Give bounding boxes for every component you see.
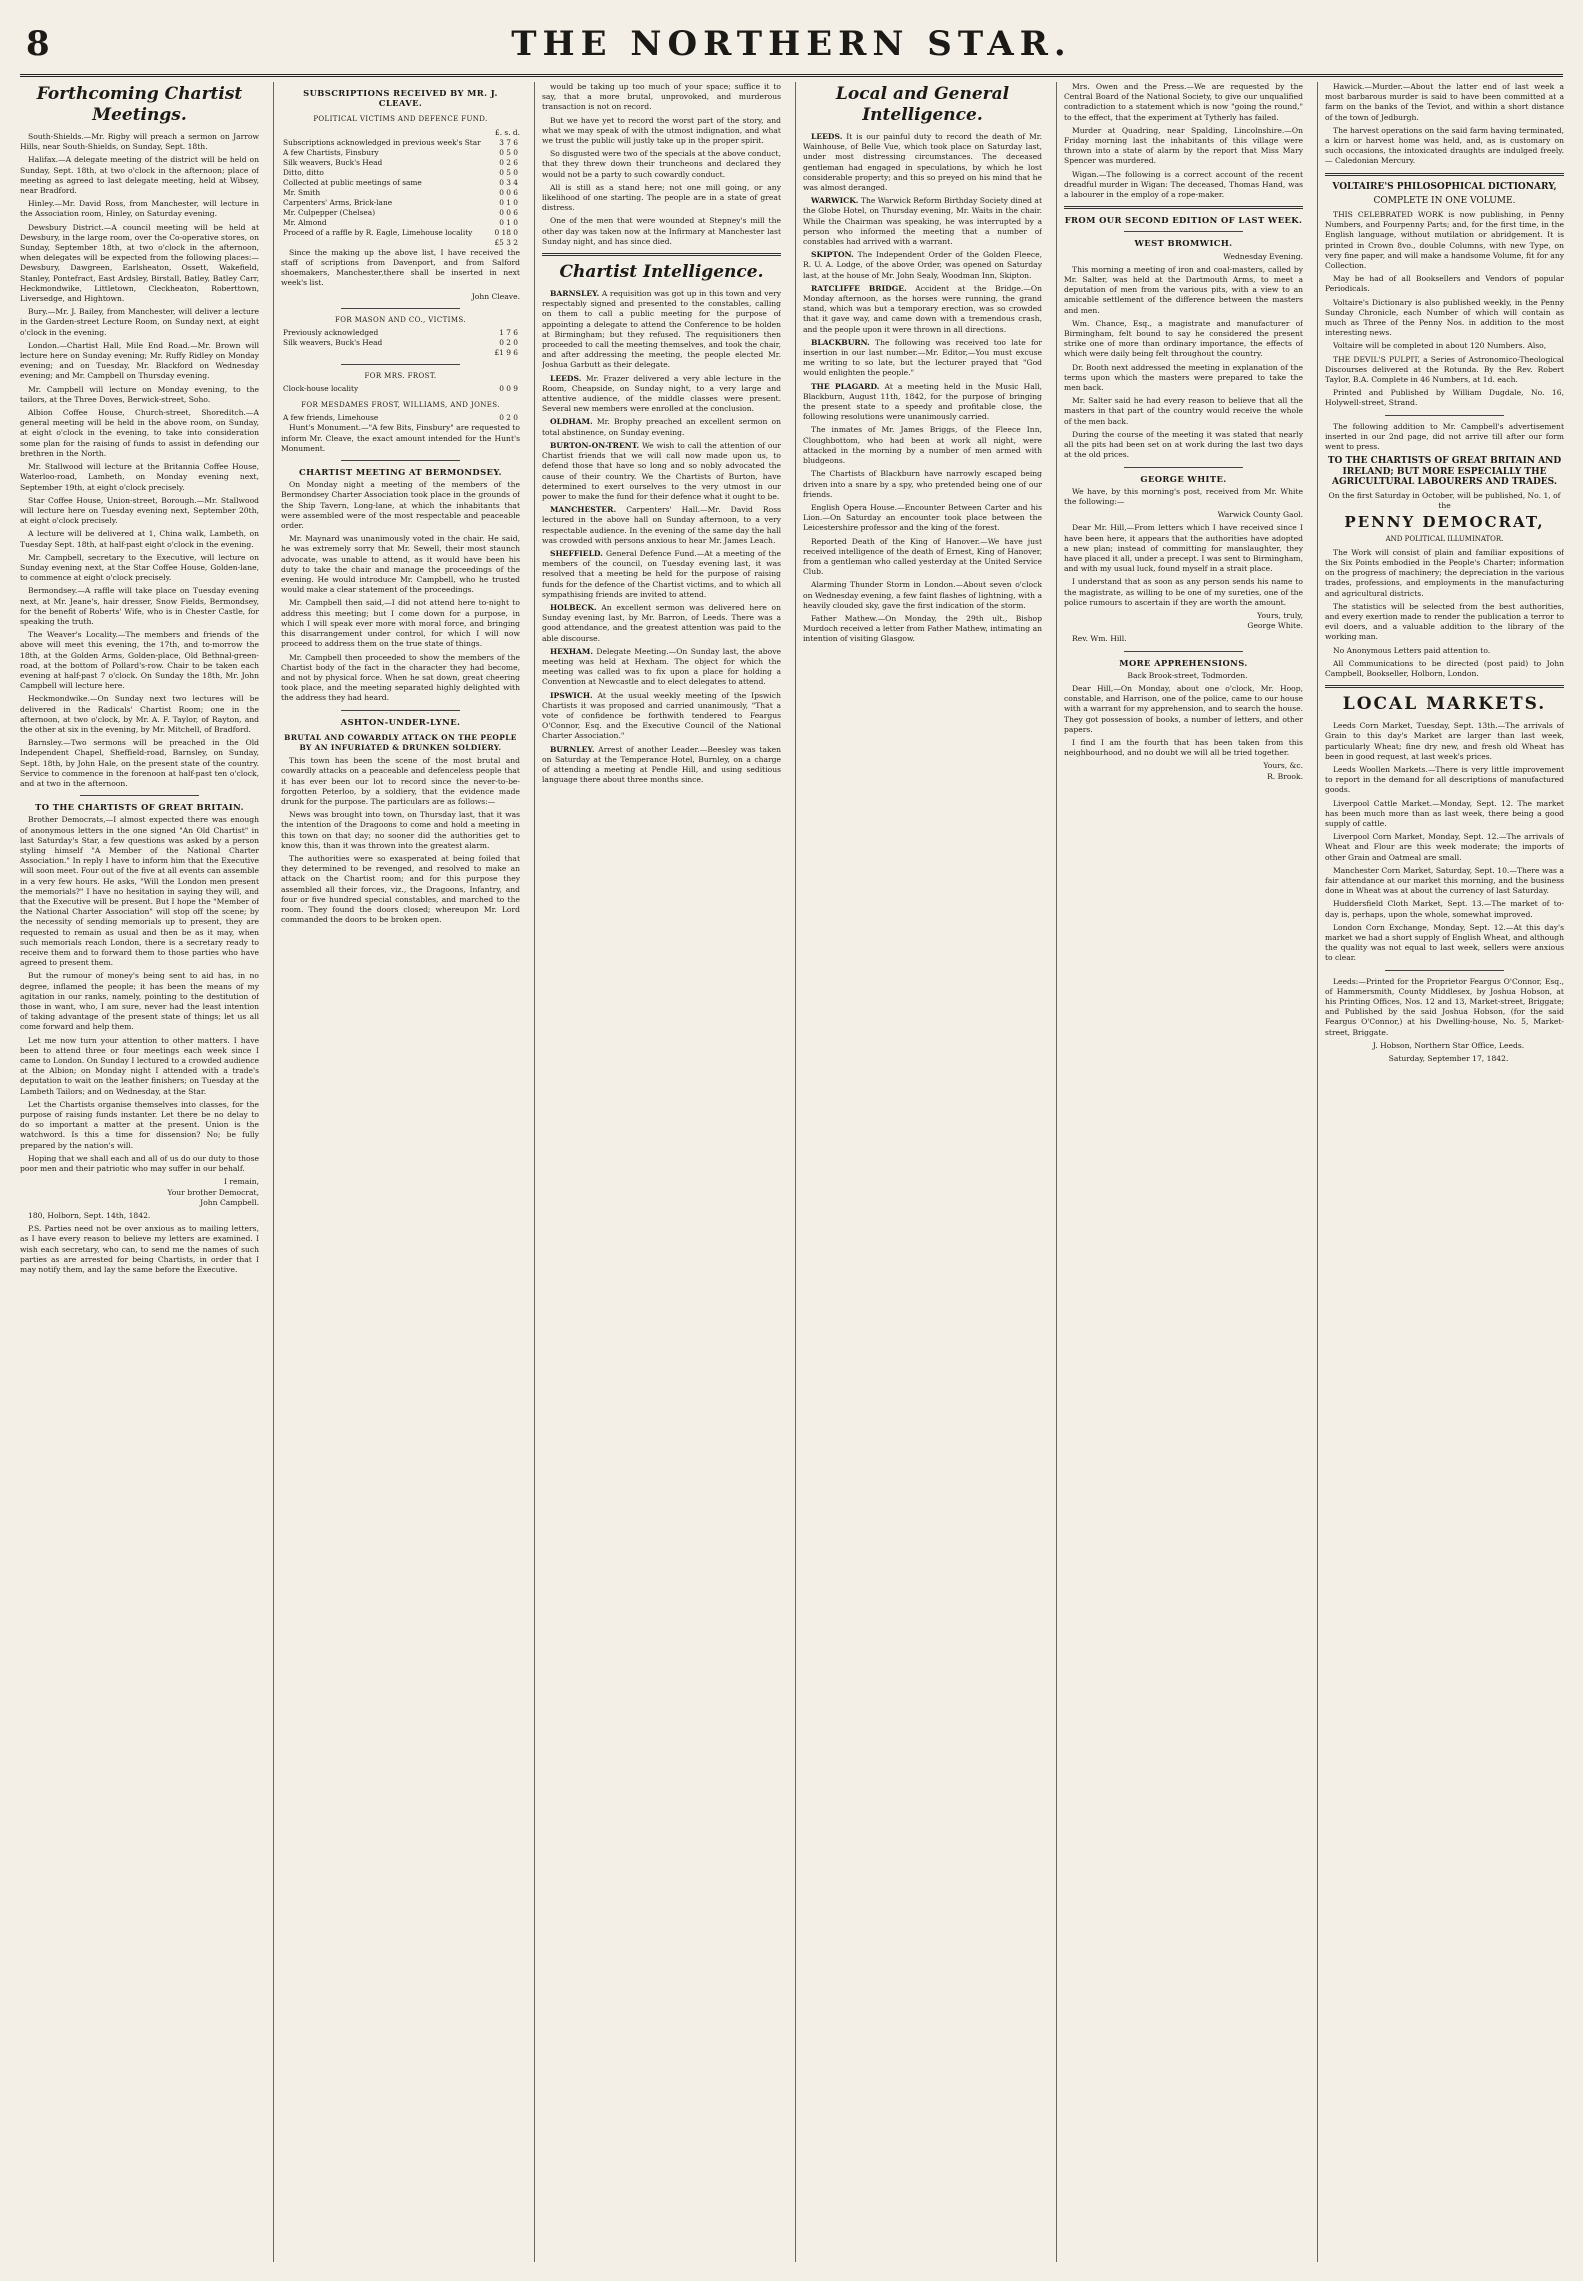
news-item-place: MANCHESTER. bbox=[550, 505, 617, 515]
paragraph: During the course of the meeting it was stated that nearly all the pits had been set on at work during the last two days at the old prices. bbox=[1064, 429, 1303, 460]
paragraph: Let me now turn your attention to other matters. I have been to attend three or four meetings each week since I came to London. On Sunday I lectured to a crowded audience at the Albion; on Monday night I attended with a trade's deputation to wait on the leather finishers; on Tuesday at the Lambeth Tailors; and on Wednesday, at the Star. bbox=[20, 1035, 259, 1096]
ledger-label: A few Chartists, Finsbury bbox=[283, 147, 379, 157]
divider bbox=[1385, 970, 1505, 971]
paragraph: Barnsley.—Two sermons will be preached in the Old Independent Chapel, Sheffield-road, Barnsley, on Sunday, Sept. 18th, by John Hale, on the present state of the country. Service to commence in the forenoon at half-past ten o'clock, and at two in the afternoon. bbox=[20, 738, 259, 788]
news-item bbox=[542, 441, 781, 502]
paragraph: Heckmondwike.—On Sunday next two lectures will be delivered in the Radicals' Chartist Room; one in the afternoon, at two o'clock, by Mr. A. F. Taylor, of Rayton, and the other at six in the evening, by Mr. Mitchell, of Bradford. bbox=[20, 694, 259, 734]
ledger-amount: 0 0 9 bbox=[499, 384, 518, 394]
divider bbox=[1124, 651, 1244, 652]
news-item-place: SKIPTON. bbox=[811, 250, 854, 260]
news-item-text: The Independent Order of the Golden Fleece, R. U. A. Lodge, of the above Order, was opened on Saturday last, at the house of Mr. John Sealy, Woodman Inn, Skipton. bbox=[803, 250, 1042, 280]
columns bbox=[20, 82, 1563, 2262]
letter-place-date: 180, Holborn, Sept. 14th, 1842. bbox=[28, 1210, 151, 1220]
ledger-label: Carpenters' Arms, Brick-lane bbox=[283, 197, 393, 207]
paragraph: All is still as a stand here; not one mill going, or any likelihood of one starting. The people are in a state of great distress. bbox=[542, 182, 781, 213]
ledger-amount: £5 3 2 bbox=[494, 237, 518, 247]
paragraph: Alarming Thunder Storm in London.—About seven o'clock on Wednesday evening, a few faint flashes of lightning, with a heavily clouded sky, gave the first indication of the storm. bbox=[803, 580, 1042, 610]
ledger-label: A few friends, Limehouse bbox=[283, 413, 379, 423]
divider bbox=[341, 710, 461, 711]
paragraph: Leeds Woollen Markets.—There is very little improvement to report in the demand for all descriptions of manufactured goods. bbox=[1325, 764, 1564, 795]
george-white-sign: Yours, truly, George White. bbox=[1247, 610, 1303, 631]
paragraph: News was brought into town, on Thursday last, that it was the intention of the Dragoons to come and hold a meeting in this town on that day; no sooner did the authorities get to know this, than it was thrown into the greatest alarm. bbox=[281, 810, 520, 850]
news-item-place: RATCLIFFE BRIDGE. bbox=[811, 283, 907, 293]
column-rule bbox=[534, 82, 535, 2262]
page-number: 8 bbox=[26, 24, 50, 64]
democrat-address: TO THE CHARTISTS OF GREAT BRITAIN AND IRELAND; BUT MORE ESPECIALLY THE AGRICULTURAL LABOURERS AND TRADES. bbox=[1327, 456, 1562, 487]
ledger-amount: 0 1 0 bbox=[499, 197, 518, 207]
paragraph: English Opera House.—Encounter Between Carter and his Lion.—On Saturday an encounter took place between the Leicestershire professor and the king of the forest. bbox=[803, 502, 1042, 533]
george-white-intro: We have, by this morning's post, received from Mr. White the following:— bbox=[1064, 486, 1303, 506]
col6-continuation bbox=[1325, 82, 1564, 167]
news-item bbox=[542, 374, 781, 415]
column-rule bbox=[1056, 82, 1057, 2262]
ledger-amount: 0 5 0 bbox=[499, 147, 518, 157]
ashton-heading: ASHTON-UNDER-LYNE. bbox=[340, 716, 461, 727]
ledger-row bbox=[281, 148, 520, 158]
george-white-place: Warwick County Gaol. bbox=[1217, 510, 1303, 520]
subscriptions-subheading: POLITICAL VICTIMS AND DEFENCE FUND. bbox=[313, 115, 488, 124]
paragraph: THE DEVIL'S PULPIT, a Series of Astronomico-Theological Discourses delivered at the Rotunda. By the Rev. Robert Taylor, B.A. Complete in 46 Numbers, at 1d. each. bbox=[1325, 354, 1564, 385]
paragraph: No Anonymous Letters paid attention to. bbox=[1333, 645, 1491, 655]
news-item-place: LEEDS. bbox=[811, 132, 843, 141]
ledger-row bbox=[281, 138, 520, 148]
ashton-body bbox=[281, 756, 520, 925]
news-item-text: General Defence Fund.—At a meeting of the members of the council, on Tuesday evening last, it was resolved that a meeting be held for the purpose of raising funds for the defence of the Chartist victims, and to which all sympathising friends are invited to attend. bbox=[542, 548, 781, 599]
ledger-row bbox=[281, 384, 520, 394]
subscriptions-heading: SUBSCRIPTIONS RECEIVED BY MR. J. CLEAVE. bbox=[303, 88, 498, 109]
paragraph: Mr. Campbell then said,—I did not attend here to-night to address this meeting; but I come down for a purpose, in which I will speak ever more with moral force, and bringing this disarrangement under control, for which I will now proceed to address them on the true state of things. bbox=[281, 598, 520, 649]
frost-table bbox=[281, 384, 520, 394]
ledger-row bbox=[281, 168, 520, 178]
news-item-text: Arrest of another Leader.—Beesley was taken on Saturday at the Temperance Hotel, Burnley, on a charge of attending a meeting at Pendle Hill, and using seditious language there about three months since. bbox=[542, 744, 781, 785]
george-white-heading: GEORGE WHITE. bbox=[1140, 473, 1227, 484]
second-edition-heading: FROM OUR SECOND EDITION OF LAST WEEK. bbox=[1064, 215, 1303, 226]
ledger-amount: 0 5 0 bbox=[499, 167, 518, 177]
ashton-subheading: BRUTAL AND COWARDLY ATTACK ON THE PEOPLE BY AN INFURIATED & DRUNKEN SOLDIERY. bbox=[284, 732, 517, 752]
news-item bbox=[542, 647, 781, 688]
paragraph: Liverpool Corn Market, Monday, Sept. 12.—The arrivals of Wheat and Flour are this week moderate; the imports of other Grain and Oatmeal are small. bbox=[1325, 832, 1564, 862]
ledger-label: Mr. Almond bbox=[283, 217, 327, 227]
apprehensions-heading: MORE APPREHENSIONS. bbox=[1119, 657, 1248, 668]
news-item bbox=[542, 549, 781, 600]
ledger-row bbox=[281, 338, 520, 348]
news-item bbox=[803, 284, 1042, 335]
news-item-text: A requisition was got up in this town and very respectably signed and presented to the constables, calling on them to call a public meeting for the purpose of appointing a delegate to attend the Conference to be holden at Birmingham; but they refused. The requisitioners then proceeded to call the meeting themselves, and took the chair, and after addressing the meeting, the people elected Mr. Joshua Garbutt as their delegate. bbox=[542, 289, 781, 370]
paragraph: Mrs. Owen and the Press.—We are requested by the Central Board of the National Society, to give our unqualified contradiction to a statement which is now "going the round," to the effect, that the experiment at Tytherly has failed. bbox=[1064, 82, 1303, 122]
paragraph: Huddersfield Cloth Market, Sept. 13.—The market of to-day is, perhaps, upon the whole, somewhat improved. bbox=[1325, 899, 1564, 919]
mason-table bbox=[281, 328, 520, 358]
paragraph: On Monday night a meeting of the members of the Bermondsey Charter Association took place in the grounds of the Ship Tavern, Long-lane, at which the inhabitants that were assembled were of the most respectable and peaceable order. bbox=[281, 480, 520, 531]
bermondsey-body bbox=[281, 480, 520, 703]
frost-williams-heading: FOR MESDAMES FROST, WILLIAMS, AND JONES. bbox=[301, 401, 500, 410]
paragraph: Dear Mr. Hill,—From letters which I have received since I have been here, it appears that the authorities have adopted a new plan; instead of committing for manslaughter, they have placed it all, under a precept. I was sent to Birmingham, and with my usual luck, found myself in a strait place. bbox=[1064, 523, 1303, 574]
news-item-text: Mr. Frazer delivered a very able lecture in the Room, Cheapside, on Sunday night, to a very large and attentive audience, of the middle classes were present. Several new members were enrolled at the conclusion. bbox=[542, 373, 781, 414]
paragraph: Mr. Campbell, secretary to the Executive, will lecture on Sunday evening next, at the Star Coffee House, Golden-lane, to commence at eight o'clock precisely. bbox=[20, 552, 259, 583]
column-5 bbox=[1064, 82, 1303, 2262]
ledger-amount: 1 7 6 bbox=[499, 328, 518, 338]
letter-heading: TO THE CHARTISTS OF GREAT BRITAIN. bbox=[35, 802, 244, 813]
voltaire-ad-subtitle: COMPLETE IN ONE VOLUME. bbox=[1373, 195, 1516, 206]
paragraph: Hawick.—Murder.—About the latter end of last week a most barbarous murder is said to have been committed at a farm on the banks of the Teviot, and within a short distance of the town of Jedburgh. bbox=[1325, 82, 1564, 122]
section-title-local: Local and General Intelligence. bbox=[835, 84, 1010, 125]
news-item-place: SHEFFIELD. bbox=[550, 548, 603, 558]
news-item bbox=[803, 382, 1042, 423]
news-item-text: It is our painful duty to record the death of Mr. Wainhouse, of Belle Vue, which took place on Saturday last, under most distressing circumstances. The deceased gentleman had engaged in speculations, by which he lost considerable property; and this so preyed on his mind that he was almost deranged. bbox=[803, 132, 1042, 193]
imprint-sign: J. Hobson, Northern Star Office, Leeds. bbox=[1372, 1040, 1525, 1050]
ledger-label: Previously acknowledged bbox=[283, 328, 379, 338]
local-items bbox=[803, 132, 1042, 422]
divider bbox=[1124, 467, 1244, 468]
divider bbox=[341, 364, 461, 365]
news-item-place: BARNSLEY. bbox=[550, 289, 600, 299]
west-bromwich-heading: WEST BROMWICH. bbox=[1134, 238, 1233, 249]
ledger-row bbox=[281, 198, 520, 208]
democrat-title: PENNY DEMOCRAT, bbox=[1344, 513, 1545, 532]
news-item-place: BLACKBURN. bbox=[811, 337, 870, 347]
news-item-place: IPSWICH. bbox=[550, 690, 593, 700]
paragraph: Mr. Campbell then proceeded to show the members of the Chartist body of the fact in the character they had become, and not by physical force. When he sat down, great cheering took place, and the meeting separated highly delighted with the address they had heard. bbox=[281, 652, 520, 703]
news-item-place: BURNLEY. bbox=[550, 744, 595, 754]
subscriptions-sign: John Cleave. bbox=[471, 291, 520, 301]
paragraph: Dr. Booth next addressed the meeting in explanation of the terms upon which the masters were prepared to take the men back. bbox=[1064, 362, 1303, 393]
paragraph: South-Shields.—Mr. Rigby will preach a sermon on Jarrow Hills, near South-Shields, on Sunday, Sept. 18th. bbox=[20, 132, 259, 152]
democrat-body bbox=[1325, 548, 1564, 679]
george-white-to: Rev. Wm. Hill. bbox=[1072, 634, 1127, 644]
paragraph: Father Mathew.—On Monday, the 29th ult., Bishop Murdoch received a letter from Father Mathew, intimating an intention of visiting Glasgow. bbox=[803, 613, 1042, 644]
paragraph: A lecture will be delivered at 1, China walk, Lambeth, on Tuesday Sept. 18th, at half-past eight o'clock in the evening. bbox=[20, 529, 259, 549]
paragraph: Voltaire's Dictionary is also published weekly, in the Penny Sunday Chronicle, each Number of which will contain as much as Three of the Penny Nos. in addition to the most interesting news. bbox=[1325, 297, 1564, 338]
column-rule bbox=[1317, 82, 1318, 2262]
paragraph: Wigan.—The following is a correct account of the recent dreadful murder in Wigan: The deceased, Thomas Hand, was a labourer in the employ of a rope-maker. bbox=[1064, 169, 1303, 200]
divider bbox=[1385, 415, 1505, 416]
currency-header: £. s. d. bbox=[495, 127, 520, 137]
paragraph: Liverpool Cattle Market.—Monday, Sept. 12. The market has been much more than as last week, there being a good supply of cattle. bbox=[1325, 798, 1564, 828]
ledger-label: Mr. Smith bbox=[283, 187, 321, 197]
news-item-text: Carpenters' Hall.—Mr. David Ross lectured in the above hall on Sunday afternoon, to a very respectable audience. In the evening of the same day the hall was crowded with persons anxious to hear Mr. James Leach. bbox=[542, 505, 781, 545]
ashton-continuation bbox=[542, 82, 781, 247]
paragraph: Star Coffee House, Union-street, Borough.—Mr. Stallwood will lecture here on Tuesday evening next, September 20th, at eight o'clock precisely. bbox=[20, 495, 259, 526]
news-item bbox=[542, 505, 781, 546]
general-items bbox=[803, 425, 1042, 644]
ledger-amount: 0 0 6 bbox=[499, 187, 518, 197]
paragraph: Murder at Quadring, near Spalding, Lincolnshire.—On Friday morning last the inhabitants of this village were thrown into a state of alarm by the report that Miss Mary Spencer was murdered. bbox=[1064, 125, 1303, 166]
section-title-meetings: Forthcoming Chartist Meetings. bbox=[36, 84, 243, 125]
markets-title: LOCAL MARKETS. bbox=[1342, 694, 1547, 715]
ledger-amount: £1 9 6 bbox=[494, 348, 518, 358]
paragraph: The Chartists of Blackburn have narrowly escaped being driven into a snare by a spy, who pretended being one of our friends. bbox=[803, 469, 1042, 499]
ledger-label: Mr. Culpepper (Chelsea) bbox=[283, 207, 376, 217]
news-item bbox=[803, 250, 1042, 281]
paragraph: London Corn Exchange, Monday, Sept. 12.—At this day's market we had a short supply of English Wheat, and although the quality was not equal to last week, sellers were anxious to clear. bbox=[1325, 922, 1564, 963]
paragraph: Albion Coffee House, Church-street, Shoreditch.—A general meeting will be held in the above room, on Sunday, at eight o'clock in the evening, to take into consideration some plan for the raising of funds to assist in defending our brethren in the North. bbox=[20, 408, 259, 458]
paragraph: This morning a meeting of iron and coal-masters, called by Mr. Salter, was held at the Dartmouth Arms, to meet a deputation of men from the various pits, with a view to an amicable settlement of the difference between the masters and men. bbox=[1064, 264, 1303, 315]
news-item bbox=[542, 417, 781, 437]
paragraph: London.—Chartist Hall, Mile End Road.—Mr. Brown will lecture here on Sunday evening; Mr. Ruffy Ridley on Monday evening; and on Tuesday, Mr. Blackford on Wednesday evening; and Mr. Campbell on Thursday evening. bbox=[20, 340, 259, 381]
news-item-text: An excellent sermon was delivered here on Sunday evening last, by Mr. Barron, of Leeds. There was a good attendance, and the greatest attention was paid to the able discourse. bbox=[542, 602, 781, 643]
news-item-text: Accident at the Bridge.—On Monday afternoon, as the horses were running, the grand stand, which was but a temporary erection, was so crowded that it gave way, and came down with a tremendous crash, and the people upon it were thrown in all directions. bbox=[803, 283, 1042, 334]
news-item-text: The following was received too late for insertion in our last number.—Mr. Editor,—You must excuse me writing to so late, but the lecturer prayed that "God would enlighten the people." bbox=[803, 337, 1042, 378]
imprint-date: Saturday, September 17, 1842. bbox=[1388, 1054, 1509, 1064]
letter-signoff: I remain, Your brother Democrat, John Campbell. bbox=[167, 1177, 259, 1207]
news-item bbox=[542, 745, 781, 786]
paragraph: But the rumour of money's being sent to aid has, in no degree, inflamed the people; it has been the means of my agitation in our ranks, namely, pointing to the destitution of those in want, who, I am sure, never had the least intention of taking advantage of the present state of things; let us all come forward and help them. bbox=[20, 971, 259, 1032]
column-1 bbox=[20, 82, 259, 2262]
divider bbox=[341, 460, 461, 461]
ledger-label: Ditto, ditto bbox=[283, 167, 324, 177]
democrat-publish: On the first Saturday in October, will be published, No. 1, of the bbox=[1328, 490, 1561, 511]
news-item bbox=[803, 132, 1042, 193]
ledger-row bbox=[281, 413, 520, 423]
divider bbox=[80, 795, 200, 796]
ledger-row bbox=[281, 228, 520, 238]
column-rule bbox=[273, 82, 274, 2262]
news-item-text: At a meeting held in the Music Hall, Blackburn, August 11th, 1842, for the purpose of bringing the present state to a speedy and profitable close, the following resolutions were unanimously carried. bbox=[803, 381, 1042, 422]
hunt-note: Hunt's Monument.—"A few Bits, Finsbury" are requested to inform Mr. Cleave, the exact amount intended for the Hunt's Monument. bbox=[281, 423, 520, 453]
west-bromwich-body bbox=[1064, 265, 1303, 461]
divider bbox=[1124, 231, 1244, 232]
ledger-row bbox=[281, 218, 520, 228]
divider bbox=[1325, 685, 1564, 688]
news-item bbox=[542, 289, 781, 371]
paragraph: But we have yet to record the worst part of the story, and what we may speak of with the utmost indignation, and what we trust the public will justly take up in the proper spirit. bbox=[542, 115, 781, 146]
column-2 bbox=[281, 82, 520, 2262]
column-4 bbox=[803, 82, 1042, 2262]
paragraph: Bermondsey.—A raffle will take place on Tuesday evening next, at Mr. Jeane's, hair dresser, Snow Fields, Bermondsey, for the benefit of Roberts' Wife, who is in Chester Castle, for speaking the truth. bbox=[20, 586, 259, 626]
voltaire-ad-title: VOLTAIRE'S PHILOSOPHICAL DICTIONARY, bbox=[1332, 181, 1557, 192]
paragraph: Hoping that we shall each and all of us do our duty to those poor men and their patriotic who may suffer in our behalf. bbox=[20, 1153, 259, 1174]
paragraph: The Weaver's Locality.—The members and friends of the above will meet this evening, the 17th, and to-morrow the 18th, at the Golden Arms, Golden-place, Old Bethnal-green-road, at the bottom of Pollard's-row. Chair to be taken each evening at half-past 7 o'clock. On Sunday the 18th, Mr. John Campbell will lecture here. bbox=[20, 630, 259, 691]
frost-williams-table bbox=[281, 413, 520, 423]
ledger-amount: 0 1 0 bbox=[499, 217, 518, 227]
paragraph: Voltaire will be completed in about 120 Numbers. Also, bbox=[1333, 341, 1547, 351]
mason-heading: FOR MASON AND CO., VICTIMS. bbox=[335, 315, 466, 324]
col5-continuation bbox=[1064, 82, 1303, 200]
ledger-amount: 0 2 0 bbox=[499, 338, 518, 348]
subscriptions-table bbox=[281, 138, 520, 248]
divider bbox=[341, 308, 461, 309]
democrat-intro: The following addition to Mr. Campbell's advertisement inserted in our 2nd page, did not arrive till after our form went to press. bbox=[1325, 421, 1564, 452]
imprint: Leeds:—Printed for the Proprietor Feargus O'Connor, Esq., of Hammersmith, County Middlesex, by Joshua Hobson, at his Printing Offices, Nos. 12 and 13, Market-street, Briggate; and Published by the said Joshua Hobson, (for the said Feargus O'Connor,) at his Dwelling-house, No. 5, Market-street, Briggate. bbox=[1325, 976, 1564, 1037]
paragraph: The authorities were so exasperated at being foiled that they determined to be revenged, and resolved to make an attack on the Chartist room; and for this purpose they assembled all their forces, viz., the Dragoons, Infantry, and four or five hundred special constables, and marched to the room. They found the doors closed; whereupon Mr. Lord commanded the doors to be broken open. bbox=[281, 853, 520, 925]
paragraph: This town has been the scene of the most brutal and cowardly attacks on a peaceable and defenceless people that it has ever been our lot to record since the never-to-be-forgotten Peterloo, by a soldiery, that the evidence made drunk for the purpose. The particulars are as follows:— bbox=[281, 756, 520, 806]
news-item bbox=[803, 338, 1042, 379]
markets-body bbox=[1325, 721, 1564, 963]
paragraph: Mr. Campbell will lecture on Monday evening, to the tailors, at the Three Doves, Berwick-street, Soho. bbox=[20, 384, 259, 404]
ledger-label bbox=[281, 348, 470, 358]
democrat-subtitle: AND POLITICAL ILLUMINATOR. bbox=[1385, 534, 1504, 543]
paragraph: The statistics will be selected from the best authorities, and every exertion made to render the publication a terror to evil doers, and a valuable addition to the library of the working man. bbox=[1325, 601, 1564, 642]
ledger-label: Collected at public meetings of same bbox=[283, 177, 422, 187]
ledger-label bbox=[281, 238, 491, 248]
voltaire-ad-body bbox=[1325, 210, 1564, 409]
news-item-text: The Warwick Reform Birthday Society dined at the Globe Hotel, on Thursday evening, Mr. Waits in the chair. While the Chairman was speaking, he was interrupted by a person who informed the meeting that a number of constables had arrived with a warrant. bbox=[803, 196, 1042, 247]
paragraph: THIS CELEBRATED WORK is now publishing, in Penny Numbers, and Fourpenny Parts; and, for the first time, in the English language, without mutilation or abridgement. It is printed in Crown 8vo., double Columns, with new Type, on very fine paper, and will make a handsome Volume, fit for any Collection. bbox=[1325, 210, 1564, 271]
ledger-row bbox=[281, 208, 520, 218]
paragraph: would be taking up too much of your space; suffice it to say, that a more brutal, unprovoked, and murderous transaction is not on record. bbox=[542, 82, 781, 112]
paragraph: The harvest operations on the said farm having terminated, a kirn or harvest home was held, and, as is customary on such occasions, the intoxicated draughts are indulged freely. — Caledonian Mercury. bbox=[1325, 125, 1564, 166]
ledger-amount: 0 2 6 bbox=[499, 157, 518, 167]
masthead bbox=[20, 18, 1563, 88]
divider bbox=[1325, 173, 1564, 176]
west-bromwich-date: Wednesday Evening. bbox=[1223, 251, 1303, 261]
apprehensions-sign: Yours, &c. R. Brook. bbox=[1263, 761, 1303, 781]
news-item-place: WARWICK. bbox=[811, 196, 859, 206]
paragraph: Dewsbury District.—A council meeting will be held at Dewsbury, in the large room, over the Co-operative stores, on Sunday, September 18th, at two o'clock in the afternoon, when delegates will be expected from the following places:—Dewsbury, Dawgreen, Earlsheaton, Ossett, Wakefield, Stanley, Pontefract, East Ardsley, Birstall, Batley, Batley Carr, Heckmondwike, Littletown, Cleckheaton, Roberttown, Liversedge, and Hightown. bbox=[20, 222, 259, 304]
news-item bbox=[803, 196, 1042, 247]
paragraph: I understand that as soon as any person sends his name to the magistrate, as willing to be one of my sureties, one of the police rumours to ascertain if they are worth the amount. bbox=[1064, 577, 1303, 607]
news-item-text: Mr. Brophy preached an excellent sermon on total abstinence, on Sunday evening. bbox=[542, 417, 781, 437]
paragraph: Halifax.—A delegate meeting of the district will be held on Sunday, Sept. 18th, at two o'clock in the afternoon; place of meeting as agreed to last delegate meeting, held at Wibsey, near Bradford. bbox=[20, 155, 259, 196]
ledger-label: Subscriptions acknowledged in previous week's Star bbox=[283, 137, 481, 147]
paragraph: I find I am the fourth that has been taken from this neighbourhood, and no doubt we will all be tried together. bbox=[1064, 737, 1303, 758]
newspaper-title: THE NORTHERN STAR. bbox=[511, 24, 1072, 64]
paragraph: Printed and Published by William Dugdale, No. 16, Holywell-street, Strand. bbox=[1325, 388, 1564, 408]
apprehensions-body bbox=[1064, 684, 1303, 758]
paragraph: Let the Chartists organise themselves into classes, for the purpose of raising funds instanter. Let there be no delay to do so important a matter at the present. Union is the watchword. Is this a time for dissension? No; be fully prepared by the nation's will. bbox=[20, 1099, 259, 1150]
news-item-text: We wish to call the attention of our Chartist friends that we will call now made upon us, to defend those that have so long and so nobly advocated the cause of their country. We the Chartists of Burton, have determined to exert ourselves to the very utmost in our power to make the fund for their defence what it ought to be. bbox=[542, 440, 781, 501]
notice-list bbox=[20, 132, 259, 789]
ledger-label: Proceed of a raffle by R. Eagle, Limehouse locality bbox=[283, 227, 473, 237]
divider bbox=[542, 253, 781, 256]
ledger-amount: 0 0 6 bbox=[499, 207, 518, 217]
paragraph: So disgusted were two of the specials at the above conduct, that they threw down their truncheons and declared they would not be a party to such cowardly conduct. bbox=[542, 149, 781, 179]
news-item-place: HEXHAM. bbox=[550, 646, 593, 656]
news-item bbox=[542, 603, 781, 644]
ledger-row bbox=[281, 348, 520, 358]
paragraph: Wm. Chance, Esq., a magistrate and manufacturer of Birmingham, felt bound to say he considered the present strike one of more than ordinary importance, the effects of which were daily being felt throughout the country. bbox=[1064, 318, 1303, 359]
column-rule bbox=[795, 82, 796, 2262]
paragraph: All Communications to be directed (post paid) to John Campbell, Bookseller, Holborn, London. bbox=[1325, 658, 1564, 678]
news-item-place: HOLBECK. bbox=[550, 602, 597, 612]
paragraph: The Work will consist of plain and familiar expositions of the Six Points embodied in the People's Charter; information on the progress of machinery; the depreciation in the various trades, professions, and employments in the manufacturing and agricultural districts. bbox=[1325, 547, 1564, 598]
apprehensions-place: Back Brook-street, Todmorden. bbox=[1127, 670, 1248, 680]
letter-postscript: P.S. Parties need not be over anxious as to mailing letters, as I have every reason to believe my letters are examined. I wish each secretary, who can, to send me the names of such parties as are arrested for being Chartists, in order that I may notify them, and lay the same before the Executive. bbox=[20, 1224, 259, 1274]
ledger-row bbox=[281, 238, 520, 248]
section-title-chartist: Chartist Intelligence. bbox=[559, 262, 764, 283]
ledger-amount: 3 7 6 bbox=[499, 137, 518, 147]
ledger-row bbox=[281, 328, 520, 338]
paragraph: Manchester Corn Market, Saturday, Sept. 10.—There was a fair attendance at our market this morning, and the business done in Wheat was at about the currency of last Saturday. bbox=[1325, 865, 1564, 896]
column-6 bbox=[1325, 82, 1564, 2262]
frost-heading: FOR MRS. FROST. bbox=[364, 372, 437, 381]
paragraph: Hinley.—Mr. David Ross, from Manchester, will lecture in the Association room, Hinley, on Saturday evening. bbox=[20, 199, 259, 219]
news-item-text: Delegate Meeting.—On Sunday last, the above meeting was held at Hexham. The object for which the meeting was called was to fix upon a place for holding a Convention at Newcastle and to elect delegates to attend. bbox=[542, 646, 781, 687]
paragraph: Leeds Corn Market, Tuesday, Sept. 13th.—The arrivals of Grain to this day's Market are larger than last week, particularly Wheat; fine dry new, and fresh old Wheat has been in good request, at last week's prices. bbox=[1325, 721, 1564, 761]
divider bbox=[1064, 206, 1303, 209]
ledger-label: Silk weavers, Buck's Head bbox=[283, 338, 383, 348]
letter-body bbox=[20, 815, 259, 1174]
ledger-row bbox=[281, 178, 520, 188]
ledger-amount: 0 18 0 bbox=[494, 227, 518, 237]
ledger-row bbox=[281, 188, 520, 198]
paragraph: The inmates of Mr. James Briggs, of the Fleece Inn, Cloughbottom, who had been at work all night, were attacked in the morning by a number of men armed with bludgeons. bbox=[803, 425, 1042, 466]
chartist-items bbox=[542, 289, 781, 785]
paragraph: Mr. Stallwood will lecture at the Britannia Coffee House, Waterloo-road, Lambeth, on Monday evening next, September 19th, at eight o'clock precisely. bbox=[20, 462, 259, 492]
news-item-place: OLDHAM. bbox=[550, 417, 593, 427]
ledger-label: Clock-house locality bbox=[283, 384, 359, 394]
paragraph: May be had of all Booksellers and Vendors of popular Periodicals. bbox=[1325, 274, 1564, 294]
bermondsey-heading: CHARTIST MEETING AT BERMONDSEY. bbox=[299, 467, 502, 478]
george-white-body bbox=[1064, 523, 1303, 608]
paragraph: Bury.—Mr. J. Bailey, from Manchester, will deliver a lecture in the Garden-street Lecture Room, on Sunday next, at eight o'clock in the evening. bbox=[20, 307, 259, 337]
paragraph: Brother Democrats,—I almost expected there was enough of anonymous letters in the one signed "An Old Chartist" in last Saturday's Star, a few questions was asked by a person styling himself "A Member of the National Charter Association." In reply I have to inform him that the Executive will soon meet. Four out of the five at all events can assemble in a very few hours. He asks, "Will the London men present the memorials?" I have no hesitation in saying they will, and that the Executive will be present. But I hope the "Member of the National Charter Association" will stop off the scene; by the necessity of sending memorials up to present, they are requested to remain as usual and then be as it may, when such memorials reach London, there is a secretary ready to receive them and to forward them to those parties who have agreed to present them. bbox=[20, 815, 259, 968]
ledger-label: Silk weavers, Buck's Head bbox=[283, 157, 383, 167]
paragraph: One of the men that were wounded at Stepney's mill the other day was taken now at the Infirmary at Manchester last Sunday night, and has since died. bbox=[542, 216, 781, 246]
news-item-place: BURTON-ON-TRENT. bbox=[550, 440, 640, 450]
news-item-text: At the usual weekly meeting of the Ipswich Chartists it was proposed and carried unanimously, "That a vote of confidence be forthwith tendered to Feargus O'Connor, Esq. and the Executive Council of the National Charter Association." bbox=[542, 690, 781, 741]
ledger-amount: 0 2 0 bbox=[499, 413, 518, 423]
news-item-place: THE PLAGARD. bbox=[811, 381, 880, 391]
paragraph: Dear Hill,—On Monday, about one o'clock, Mr. Hoop, constable, and Harrison, one of the police, came to our house with a warrant for my apprehension, and to search the house. They got possession of books, a number of letters, and other papers. bbox=[1064, 683, 1303, 734]
news-item-place: LEEDS. bbox=[550, 373, 582, 383]
masthead-rule bbox=[20, 74, 1563, 77]
subscriptions-note: Since the making up the above list, I have received the staff of scriptions from Davenport, and from Salford shoemakers, Manchester,there shall be inserted in next week's list. bbox=[281, 247, 520, 288]
paragraph: Mr. Maynard was unanimously voted in the chair. He said, he was extremely sorry that Mr. Sewell, their most staunch advocate, was unable to attend, as it would have been his duty to take the chair and manage the proceedings of the evening. He would introduce Mr. Campbell, who he trusted would make a clear statement of the proceedings. bbox=[281, 534, 520, 595]
paragraph: Mr. Salter said he had every reason to believe that all the masters in that part of the country would receive the whole of the men back. bbox=[1064, 396, 1303, 426]
ledger-amount: 0 3 4 bbox=[499, 177, 518, 187]
news-item bbox=[542, 691, 781, 742]
ledger-row bbox=[281, 158, 520, 168]
paragraph: Reported Death of the King of Hanover.—We have just received intelligence of the death of Ernest, King of Hanover, from a gentleman who called yesterday at the United Service Club. bbox=[803, 536, 1042, 577]
column-3 bbox=[542, 82, 781, 2262]
